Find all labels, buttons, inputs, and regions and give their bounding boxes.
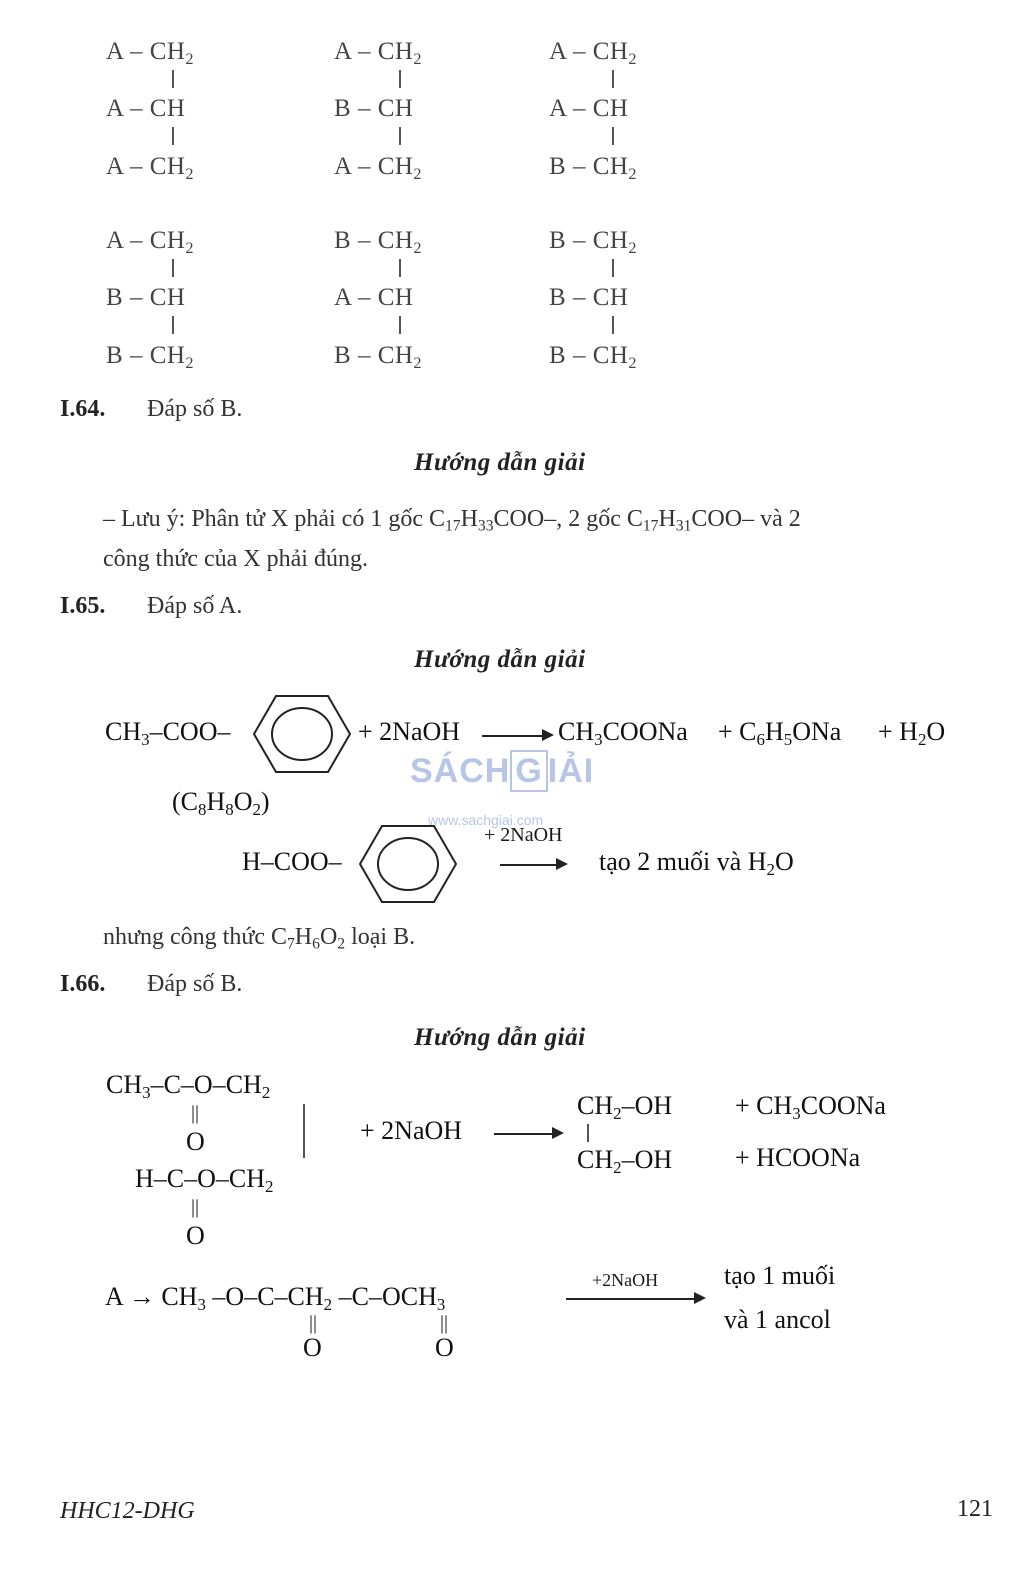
reagent-naoh: + 2NaOH [358, 717, 461, 746]
bond-line [612, 316, 614, 334]
reaction-arrow-icon [566, 1298, 696, 1300]
benzene-ring-icon [356, 822, 460, 906]
bond-line [303, 1104, 305, 1158]
page-number: 121 [957, 1496, 993, 1522]
bond-line [172, 127, 174, 145]
bond-line [399, 70, 401, 88]
answer-text: Đáp số B. [147, 396, 243, 422]
carbonyl-oxygen: O [186, 1221, 205, 1250]
reagent-over-arrow: +2NaOH [592, 1270, 659, 1290]
double-bond: || [191, 1196, 200, 1218]
double-bond: || [191, 1102, 200, 1124]
answer-text: Đáp số A. [147, 593, 243, 619]
reagent-over-arrow: + 2NaOH [484, 824, 563, 846]
group-label: A [106, 95, 124, 122]
reaction-arrow-icon [494, 1133, 556, 1135]
reagent-naoh: + 2NaOH [360, 1116, 463, 1145]
bond-line [399, 316, 401, 334]
product-1: $CH_3COONa$ [558, 717, 688, 750]
result-line-2: và 1 ancol [724, 1305, 831, 1334]
reactant-ester-2: H–COO– [242, 847, 342, 876]
reaction-result: tạo 2 muối và $H_2O$ [599, 847, 794, 880]
bond-line [172, 70, 174, 88]
watermark-logo: SÁCH G IẢI [410, 752, 595, 790]
reaction-arrow-icon [500, 864, 558, 866]
product-acetate: + $CH_3COONa$ [735, 1091, 886, 1124]
note-line-2: công thức của X phải đúng. [103, 546, 368, 572]
bond-line [399, 259, 401, 277]
result-line-1: tạo 1 muối [724, 1261, 836, 1290]
question-number: I.64. [60, 396, 106, 422]
carbonyl-oxygen: O [435, 1333, 454, 1362]
benzene-ring-icon [250, 692, 354, 776]
glycol-row-2: $CH_2-OH$ [577, 1145, 673, 1178]
watermark-url: www.sachgiai.com [428, 812, 544, 828]
compound-a-formula: $A \to CH_3$ $-O-C-CH_2$ $-C-OCH_3$ [105, 1282, 446, 1315]
bond-line [612, 127, 614, 145]
solution-heading: Hướng dẫn giải [414, 646, 586, 673]
group-label: A [106, 153, 124, 180]
bond-line [587, 1124, 589, 1142]
product-3: + $H_2O$ [878, 717, 946, 750]
conclusion-note: nhưng công thức $C_7H_6O_2$ loại B. [103, 924, 416, 953]
molecular-formula: $(C_8H_8O_2)$ [172, 787, 270, 820]
product-2: + $C_6H_5ONa$ [718, 717, 842, 750]
question-number: I.65. [60, 593, 106, 619]
reaction-arrow-icon [482, 735, 546, 737]
group-label: A [106, 38, 124, 65]
product-formate: + HCOONa [735, 1143, 861, 1172]
solution-heading: Hướng dẫn giải [414, 1024, 586, 1051]
arrow-head-icon [542, 729, 554, 741]
answer-text: Đáp số B. [147, 971, 243, 997]
carbonyl-oxygen: O [303, 1333, 322, 1362]
diester-row-3: $H-C-O-CH_2$ [135, 1164, 274, 1197]
bond-line [612, 70, 614, 88]
bond-line [612, 259, 614, 277]
bond-line [172, 259, 174, 277]
arrow-head-icon [556, 858, 568, 870]
arrow-head-icon [552, 1127, 564, 1139]
question-number: I.66. [60, 971, 106, 997]
arrow-head-icon [694, 1292, 706, 1304]
reactant-ester-1: $CH_3-COO-$ [105, 717, 231, 750]
solution-heading: Hướng dẫn giải [414, 449, 586, 476]
diester-row-1: $CH_3-C-O-CH_2$ [106, 1070, 271, 1103]
glycol-row-1: $CH_2-OH$ [577, 1091, 673, 1124]
carbonyl-oxygen: O [186, 1127, 205, 1156]
double-bond: || [440, 1312, 449, 1334]
book-code: HHC12-DHG [60, 1498, 195, 1524]
double-bond: || [309, 1312, 318, 1334]
bond-line [172, 316, 174, 334]
note-line-1: – Lưu ý: Phân tử X phải có 1 gốc $C_{17}H_{33}COO-$, 2 gốc $C_{17}H_{31}COO-$ và 2 [103, 506, 801, 535]
bond-line [399, 127, 401, 145]
